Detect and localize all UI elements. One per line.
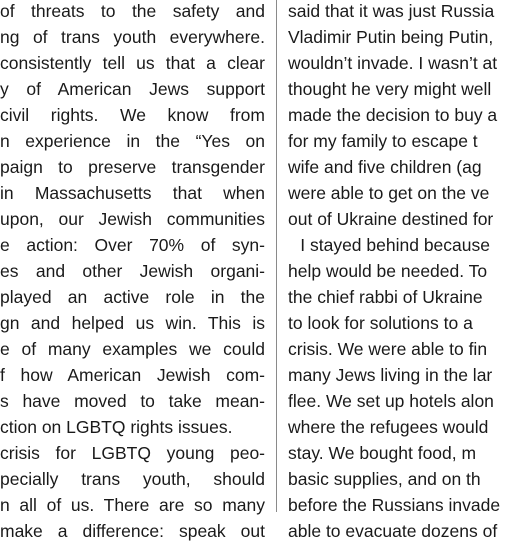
left-column-line: e of many examples we could bbox=[0, 339, 265, 359]
right-text-column bbox=[288, 0, 512, 544]
right-column-line: stay. We bought food, m bbox=[288, 443, 477, 463]
left-column-line: of threats to the safety and bbox=[0, 1, 265, 21]
left-column-line: crisis for LGBTQ young peo- bbox=[0, 443, 265, 463]
right-column-line: crisis. We were able to fin bbox=[288, 339, 488, 359]
right-column-line: flee. We set up hotels alon bbox=[288, 391, 494, 411]
right-column-line: were able to get on the ve bbox=[288, 183, 490, 203]
right-column-line: help would be needed. To bbox=[288, 261, 488, 281]
right-column-line: made the decision to buy a bbox=[288, 105, 498, 125]
right-column-line: said that it was just Russia bbox=[288, 1, 495, 21]
left-column-line: upon, our Jewish communities bbox=[0, 209, 265, 229]
left-column-line: make a difference: speak out bbox=[0, 521, 265, 541]
right-column-line: basic supplies, and on th bbox=[288, 469, 481, 489]
left-column-line: s have moved to take mean- bbox=[0, 391, 265, 411]
left-column-line: in Massachusetts that when bbox=[0, 183, 265, 203]
right-column-line: for my family to escape t bbox=[288, 131, 478, 151]
right-column-line: wife and five children (ag bbox=[288, 157, 482, 177]
right-column-line: before the Russians invade bbox=[288, 495, 501, 515]
left-column-line: pecially trans youth, should bbox=[0, 469, 265, 489]
right-column-line: out of Ukraine destined for bbox=[288, 209, 494, 229]
right-column-line: the chief rabbi of Ukraine bbox=[288, 287, 483, 307]
left-column-line: consistently tell us that a clear bbox=[0, 53, 265, 73]
right-column-line: many Jews living in the lar bbox=[288, 365, 493, 385]
right-column-line: wouldn’t invade. I wasn’t at bbox=[288, 53, 498, 73]
left-column-line: gn and helped us win. This is bbox=[0, 313, 265, 333]
column-divider bbox=[276, 0, 277, 512]
right-column-line: to look for solutions to a bbox=[288, 313, 473, 333]
left-column-line: played an active role in the bbox=[0, 287, 265, 307]
left-column-line: n experience in the “Yes on bbox=[0, 131, 265, 151]
right-column-line: I stayed behind because bbox=[288, 235, 490, 255]
right-column-line: where the refugees would bbox=[288, 417, 489, 437]
right-column-line: Vladimir Putin being Putin, bbox=[288, 27, 494, 47]
left-column-line: es and other Jewish organi- bbox=[0, 261, 265, 281]
left-column-line: e action: Over 70% of syn- bbox=[0, 235, 265, 255]
right-column-line: thought he very might well bbox=[288, 79, 492, 99]
left-column-line: y of American Jews support bbox=[0, 79, 265, 99]
right-column-line: able to evacuate dozens of bbox=[288, 521, 498, 541]
left-column-line: f how American Jewish com- bbox=[0, 365, 265, 385]
left-column-line: paign to preserve transgender bbox=[0, 157, 265, 177]
left-column-line: civil rights. We know from bbox=[0, 105, 265, 125]
left-column-line: ction on LGBTQ rights issues. bbox=[0, 417, 233, 437]
left-column-line: ng of trans youth everywhere. bbox=[0, 27, 265, 47]
left-column-line: n all of us. There are so many bbox=[0, 495, 265, 515]
